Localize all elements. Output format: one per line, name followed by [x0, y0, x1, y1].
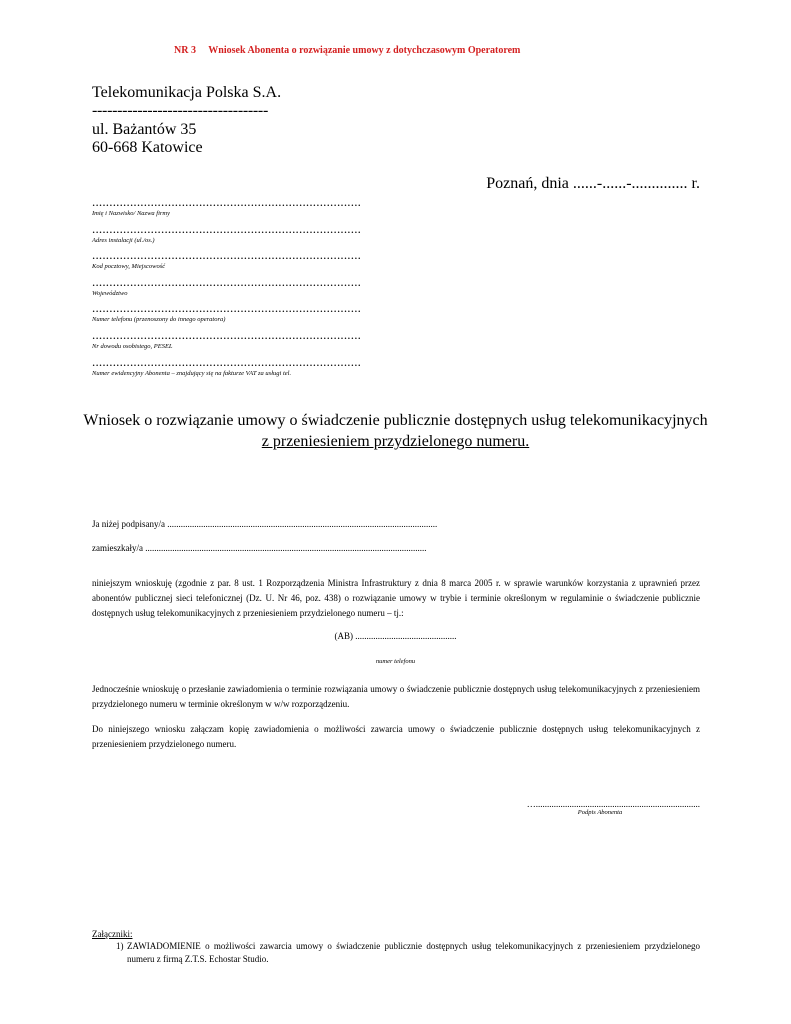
field-name[interactable]: [92, 195, 382, 222]
attachments-heading: Załączniki:: [92, 929, 133, 939]
field-dots[interactable]: ..............................................................................: [92, 301, 362, 316]
applicant-fields: [92, 195, 382, 381]
field-postal-code[interactable]: [92, 248, 382, 275]
attachment-note-paragraph: Do niniejszego wniosku załączam kopię zawiadomienia o możliwości zawarcia umowy o świadczenie publicznie dostępnych usług telekomunikacyjnych z przeniesieniem przydzielonego numeru.: [92, 724, 700, 749]
title-line-1: Wniosek o rozwiązanie umowy o świadczenie publicznie dostępnych usług telekomunikacyjnych: [83, 412, 708, 429]
operator-city: 60-668 Katowice: [92, 139, 203, 156]
field-caption: Imię i Nazwisko/ Nazwa firmy: [92, 210, 171, 217]
ab-number-caption: numer telefonu: [375, 658, 416, 665]
field-caption: Numer telefonu (przenoszony do innego operatora): [92, 316, 226, 324]
field-phone-number[interactable]: [92, 301, 382, 328]
signature-caption: Podpis Abonenta: [577, 809, 623, 816]
form-number: NR 3: [174, 45, 196, 56]
notice-paragraph: Jednocześnie wnioskuję o przesłanie zawiadomienia o terminie rozwiązania umowy o świadczenie publicznie dostępnych usług telekomunikacyjnych z przeniesieniem przydzielonego numeru w terminie określonym w w/w rozporządzeniu.: [92, 684, 700, 709]
title-line-2: z przeniesieniem przydzielonego numeru.: [261, 433, 530, 450]
list-item-number: 1): [116, 941, 124, 951]
field-dots[interactable]: ..............................................................................: [92, 354, 362, 369]
field-dots[interactable]: ..............................................................................: [92, 221, 362, 236]
field-dots[interactable]: ..............................................................................: [92, 274, 362, 289]
list-item: [116, 940, 700, 966]
signature-line[interactable]: ….........................................................................: [526, 799, 700, 809]
operator-street: ul. Bażantów 35: [92, 121, 197, 138]
field-caption: Województwo: [92, 289, 128, 297]
field-subscriber-id[interactable]: [92, 355, 382, 382]
form-header-title: Wniosek Abonenta o rozwiązanie umowy z dotychczasowym Operatorem: [208, 45, 521, 56]
operator-separator: -----------------------------------: [92, 102, 268, 119]
field-dots[interactable]: ..............................................................................: [92, 327, 362, 342]
attachments-list: [116, 940, 700, 966]
ab-number-line[interactable]: (AB) .............................................: [334, 631, 457, 641]
field-voivodeship[interactable]: [92, 275, 382, 302]
field-caption: Numer ewidencyjny Abonenta – znajdujący się na fakturze VAT za usługi tel.: [92, 369, 292, 377]
list-item-text: ZAWIADOMIENIE o możliwości zawarcia umowy o świadczenie publicznie dostępnych usług telekomunikacyjnych z przeniesieniem przydzielonego numeru z firmą Z.T.S. Echostar Studio.: [127, 941, 700, 964]
request-paragraph: niniejszym wnioskuję (zgodnie z par. 8 ust. 1 Rozporządzenia Ministra Infrastruktury z dnia 8 marca 2005 r. w sprawie warunków korzystania z uprawnień przez abonentów publicznej sieci telefonicznej (Dz. U. Nr 46, poz. 438) o rozwiązanie umowy w trybie i terminie określonym w regulaminie o świadczenie publicznie dostępnych usług telekomunikacyjnych z przeniesieniem przydzielonego numeru – tj.:: [92, 578, 700, 618]
field-dots[interactable]: ..............................................................................: [92, 195, 362, 209]
field-caption: Adres instalacji (ul./os.): [92, 236, 155, 244]
field-address[interactable]: [92, 222, 382, 249]
field-caption: Kod pocztowy, Miejscowość: [92, 263, 166, 271]
signed-line[interactable]: Ja niżej podpisany/a ........................................................................................................................: [92, 519, 438, 529]
form-header: [174, 45, 520, 56]
field-dots[interactable]: ..............................................................................: [92, 248, 362, 263]
field-caption: Nr dowodu osobistego, PESEL: [92, 342, 173, 350]
field-id-pesel[interactable]: [92, 328, 382, 355]
resident-line[interactable]: zamieszkały/a .............................................................................................................................: [92, 543, 427, 553]
document-title: [60, 410, 731, 452]
place-date[interactable]: Poznań, dnia ......-......-.............. r.: [486, 175, 700, 192]
operator-name: Telekomunikacja Polska S.A.: [92, 84, 282, 101]
